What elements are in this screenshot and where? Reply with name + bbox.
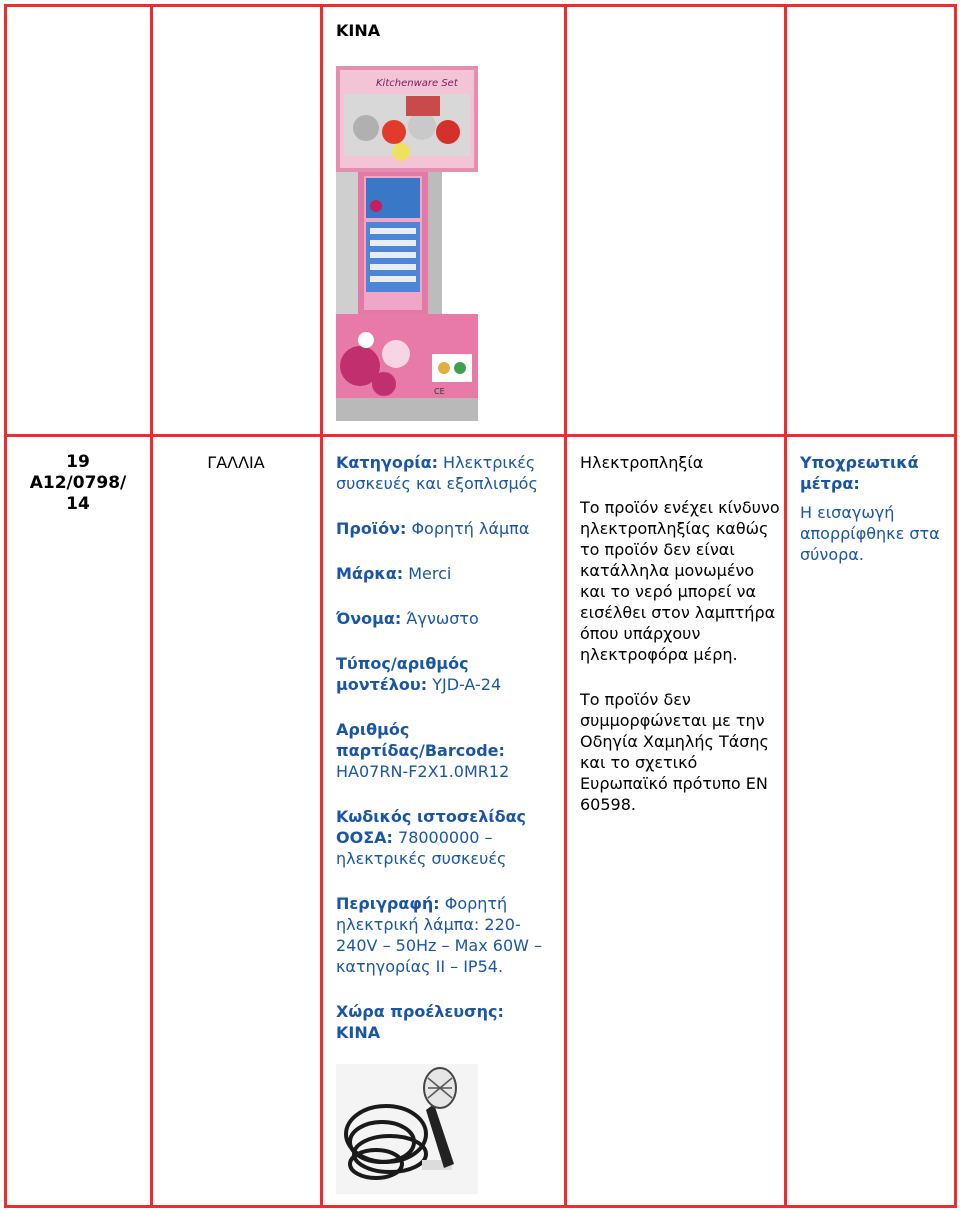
grid-line-col-1 bbox=[150, 4, 153, 1208]
category-value: Ηλεκτρικές συσκευές και εξοπλισμός bbox=[336, 453, 538, 493]
brand-value: Merci bbox=[403, 564, 452, 583]
measures-cell bbox=[800, 452, 950, 565]
brand-field bbox=[336, 563, 556, 584]
grid-line-col-3 bbox=[564, 4, 567, 1208]
grid-line-top bbox=[4, 4, 957, 7]
oecd-field bbox=[336, 806, 556, 869]
batch-label: Αριθμός παρτίδας/Barcode: bbox=[336, 720, 505, 760]
box-side-photo bbox=[336, 172, 442, 314]
model-label: Τύπος/αριθμός μοντέλου: bbox=[336, 654, 469, 694]
category-field bbox=[336, 452, 556, 494]
batch-field bbox=[336, 719, 556, 782]
grid-line-col-2 bbox=[320, 4, 323, 1208]
description-label: Περιγραφή: bbox=[336, 894, 440, 913]
oecd-value: 78000000 – ηλεκτρικές συσκευές bbox=[336, 828, 507, 868]
product-details-cell bbox=[336, 452, 556, 1043]
portable-lamp-photo bbox=[336, 1064, 478, 1194]
product-label: Προϊόν: bbox=[336, 519, 407, 538]
name-field bbox=[336, 608, 556, 629]
batch-value: HA07RN-F2X1.0MR12 bbox=[336, 762, 510, 781]
origin-label: Χώρα προέλευσης: bbox=[336, 1002, 504, 1021]
measures-text: Η εισαγωγή απορρίφθηκε στα σύνορα. bbox=[800, 503, 940, 564]
category-label: Κατηγορία: bbox=[336, 453, 438, 472]
grid-line-col-4 bbox=[784, 4, 787, 1208]
notifying-country: ΓΑΛΛΙΑ bbox=[207, 453, 265, 472]
ce-mark-text: CE bbox=[434, 387, 445, 396]
box-title-text: Kitchenware Set bbox=[376, 78, 458, 89]
brand-label: Μάρκα: bbox=[336, 564, 404, 583]
grid-line-row-divider bbox=[4, 434, 957, 437]
oecd-label: Κωδικός ιστοσελίδας ΟΟΣΑ: bbox=[336, 807, 527, 847]
entry-number-cell bbox=[8, 452, 148, 515]
entry-number: 19 bbox=[66, 452, 90, 472]
product-value: Φορητή λάμπα bbox=[406, 519, 530, 538]
origin-field bbox=[336, 1001, 556, 1043]
measures-label: Υποχρεωτικά μέτρα: bbox=[800, 453, 919, 493]
description-value: Φορητή ηλεκτρική λάμπα: 220-240V – 50Hz – Max 60W – κατηγορίας II – IP54. bbox=[336, 894, 543, 976]
grid-line-col-0 bbox=[4, 4, 7, 1208]
description-field bbox=[336, 893, 556, 977]
origin-value: ΚΙΝΑ bbox=[336, 1023, 381, 1042]
risk-type: Ηλεκτροπληξία bbox=[580, 453, 704, 472]
grid-line-col-5 bbox=[954, 4, 957, 1208]
box-panel-photo bbox=[336, 314, 478, 421]
risk-cell bbox=[580, 452, 780, 839]
top-row-origin: ΚΙΝΑ bbox=[336, 21, 381, 40]
name-label: Όνομα: bbox=[336, 609, 402, 628]
kitchenware-box-photo bbox=[336, 66, 478, 172]
model-value: YJD-A-24 bbox=[427, 675, 502, 694]
risk-description: Το προϊόν ενέχει κίνδυνο ηλεκτροπληξίας καθώς το προϊόν δεν είναι κατάλληλα μονωμένο και το νερό μπορεί να εισέλθει στον λαμπτήρα όπου υπάρχουν ηλεκτροφόρα μέρη. bbox=[580, 498, 780, 664]
product-field bbox=[336, 518, 556, 539]
grid-line-bottom bbox=[4, 1205, 957, 1208]
model-field bbox=[336, 653, 556, 695]
risk-compliance: Το προϊόν δεν συμμορφώνεται με την Οδηγία Χαμηλής Τάσης και το σχετικό Ευρωπαϊκό πρότυπο EN 60598. bbox=[580, 690, 769, 814]
name-value: Άγνωστο bbox=[401, 609, 479, 628]
entry-code: A12/0798/ 14 bbox=[29, 473, 127, 514]
